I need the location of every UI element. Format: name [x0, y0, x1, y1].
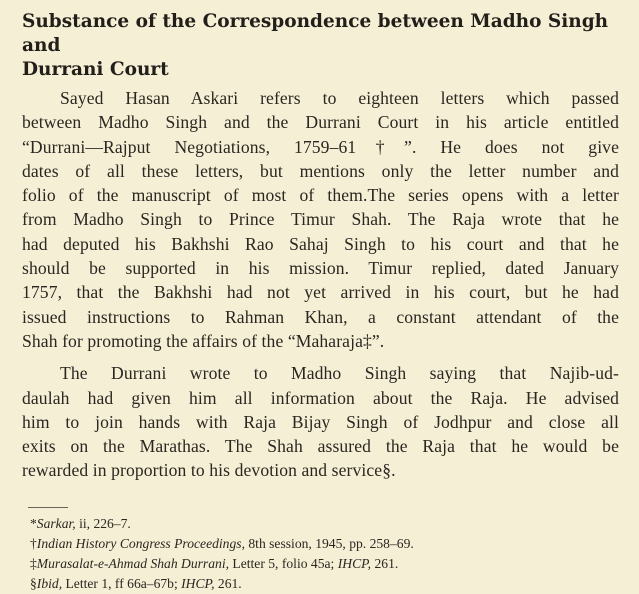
paragraph-line: “Durrani—Rajput Negotiations, 1759–61†”. He does not give: [22, 136, 619, 157]
paragraph-line: folio of the manuscript of most of them.The series opens with a letter: [22, 185, 619, 206]
paragraph-2: [22, 361, 619, 482]
paragraph-line: from Madho Singh to Prince Timur Shah. The Raja wrote that he: [22, 209, 619, 230]
footnote-mark: §: [30, 575, 37, 591]
paragraph-line: The Durrani wrote to Madho Singh saying that Najib-ud-: [60, 363, 619, 384]
footnote: [30, 554, 619, 574]
footnote-source-abbrev: IHCP,: [337, 555, 372, 571]
footnote-mark: *: [30, 515, 37, 531]
footnote: [30, 574, 619, 594]
footnote-source: Indian History Congress Proceedings,: [36, 535, 245, 551]
paragraph-line: should be supported in his mission. Timur replied, dated January: [22, 258, 619, 279]
paragraph-line: issued instructions to Rahman Khan, a constant attendant of the: [22, 306, 619, 327]
paragraph-line: between Madho Singh and the Durrani Court in his article entitled: [22, 112, 619, 133]
paragraph-line: daulah had given him all information about the Raja. He advised: [22, 387, 619, 408]
footnote-mark: †: [30, 535, 37, 551]
paragraph-line: rewarded in proportion to his devotion and service§.: [22, 460, 396, 481]
paragraph-line: 1757, that the Bakhshi had not yet arrived in his court, but he had: [22, 282, 619, 303]
heading-line-1: Substance of the Correspondence between Madho Singh and: [22, 11, 609, 56]
paragraph-line: him to join hands with Raja Bijay Singh of Jodhpur and close all: [22, 411, 619, 432]
footnote: [30, 534, 619, 554]
footnote: [30, 514, 619, 534]
footnote-divider: [28, 507, 68, 508]
footnote-mark: ‡: [30, 555, 37, 571]
paragraph-1: [22, 86, 619, 353]
footnote-source: Sarkar,: [36, 515, 76, 531]
footnote-detail: Letter 1, ff 66a–67b;: [62, 575, 182, 591]
footnote-detail: 261.: [214, 575, 242, 591]
paragraph-line: exits on the Marathas. The Shah assured the Raja that he would be: [22, 436, 619, 457]
heading-line-2: Durrani Court: [22, 59, 169, 80]
paragraph-line: had deputed his Bakhshi Rao Sahaj Singh to his court and that he: [22, 233, 619, 254]
paragraph-line: dates of all these letters, but mentions only the letter number and: [22, 160, 619, 181]
section-heading: [22, 10, 619, 82]
footnote-detail: 8th session, 1945, pp. 258–69.: [244, 535, 414, 551]
footnote-source: Ibid,: [36, 575, 63, 591]
footnote-detail: ii, 226–7.: [75, 515, 131, 531]
footnote-detail: Letter 5, folio 45a;: [229, 555, 338, 571]
footnote-source-abbrev: IHCP,: [181, 575, 215, 591]
paragraph-line: Sayed Hasan Askari refers to eighteen letters which passed: [60, 88, 619, 108]
footnote-source: Murasalat-e-Ahmad Shah Durrani,: [36, 555, 229, 571]
paragraph-line: Shah for promoting the affairs of the “Maharaja‡”.: [22, 330, 385, 351]
footnote-detail: 261.: [371, 555, 399, 571]
